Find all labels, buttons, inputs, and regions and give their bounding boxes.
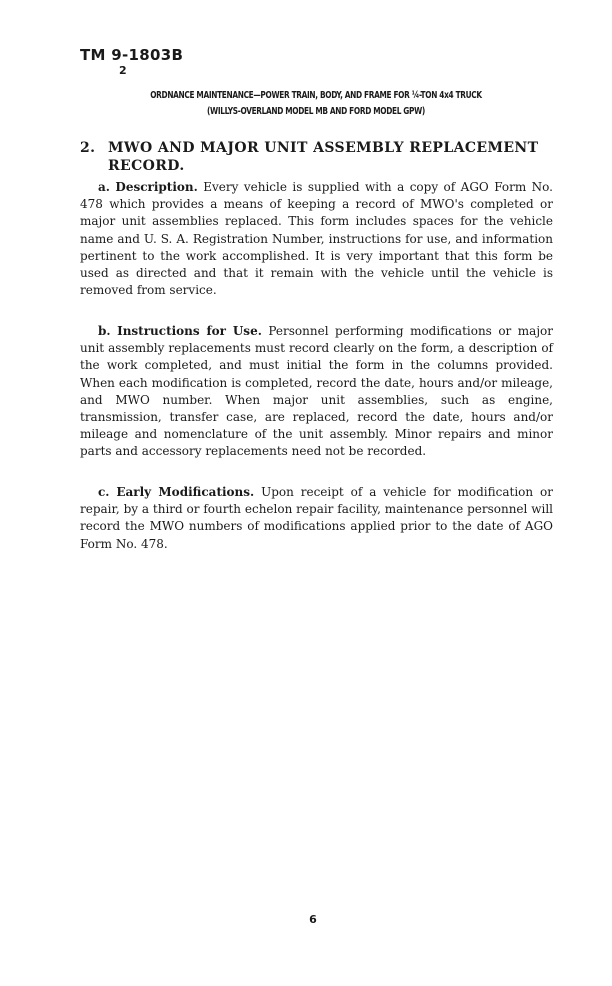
paragraph-a-heading: Description. <box>115 180 198 194</box>
running-head-line-2: (WILLYS-OVERLAND MODEL MB AND FORD MODEL GPW) <box>207 106 425 117</box>
paragraph-a-body: Every vehicle is supplied with a copy of AGO Form No. 478 which provides a means of keeping a record of MWO's completed or major unit assemblies replaced. This form includes spaces for the vehicle name and U. S. A. Registration Number, instructions for use, and information pertinent to the work accomplished. It is very important that this form be used as directed and that it remain with the vehicle until the vehicle is removed from service. <box>80 180 553 298</box>
paragraph-b <box>80 323 553 461</box>
paragraph-b-heading: Instructions for Use. <box>117 324 262 338</box>
section-number: 2. <box>80 140 96 156</box>
paragraph-b-body: Personnel performing modifications or major unit assembly replacements must record clearly on the form, a description of the work completed, and must initial the form in the columns provided. When each modification is completed, record the date, hours and/or mileage, and MWO number. When major unit assemblies, such as engine, transmission, transfer case, are replaced, record the date, hours and/or mileage and nomenclature of the unit assembly. Minor repairs and minor parts and accessory replacements need not be recorded. <box>80 324 553 459</box>
running-head-line-1: ORDNANCE MAINTENANCE—POWER TRAIN, BODY, AND FRAME FOR ¼-TON 4x4 TRUCK <box>150 90 482 101</box>
page-number: 6 <box>309 913 317 926</box>
paragraph-c <box>80 484 553 553</box>
section-title-line-2: RECORD. <box>108 158 185 174</box>
paragraph-c-heading: Early Modifications. <box>116 485 255 499</box>
paragraph-c-body: Upon receipt of a vehicle for modification or repair, by a third or fourth echelon repair facility, maintenance personnel will record the MWO numbers of modifications applied prior to the date of AGO Form No. 478. <box>80 485 553 551</box>
paragraph-a <box>80 179 553 299</box>
section-title-line-1: MWO AND MAJOR UNIT ASSEMBLY REPLACEMENT <box>108 140 539 156</box>
paragraph-reference: 2 <box>119 64 127 77</box>
paragraph-b-letter: b. <box>98 324 111 338</box>
paragraph-c-letter: c. <box>98 485 110 499</box>
section-title <box>80 139 554 175</box>
tm-number: TM 9-1803B <box>80 46 184 64</box>
paragraph-a-letter: a. <box>98 180 110 194</box>
